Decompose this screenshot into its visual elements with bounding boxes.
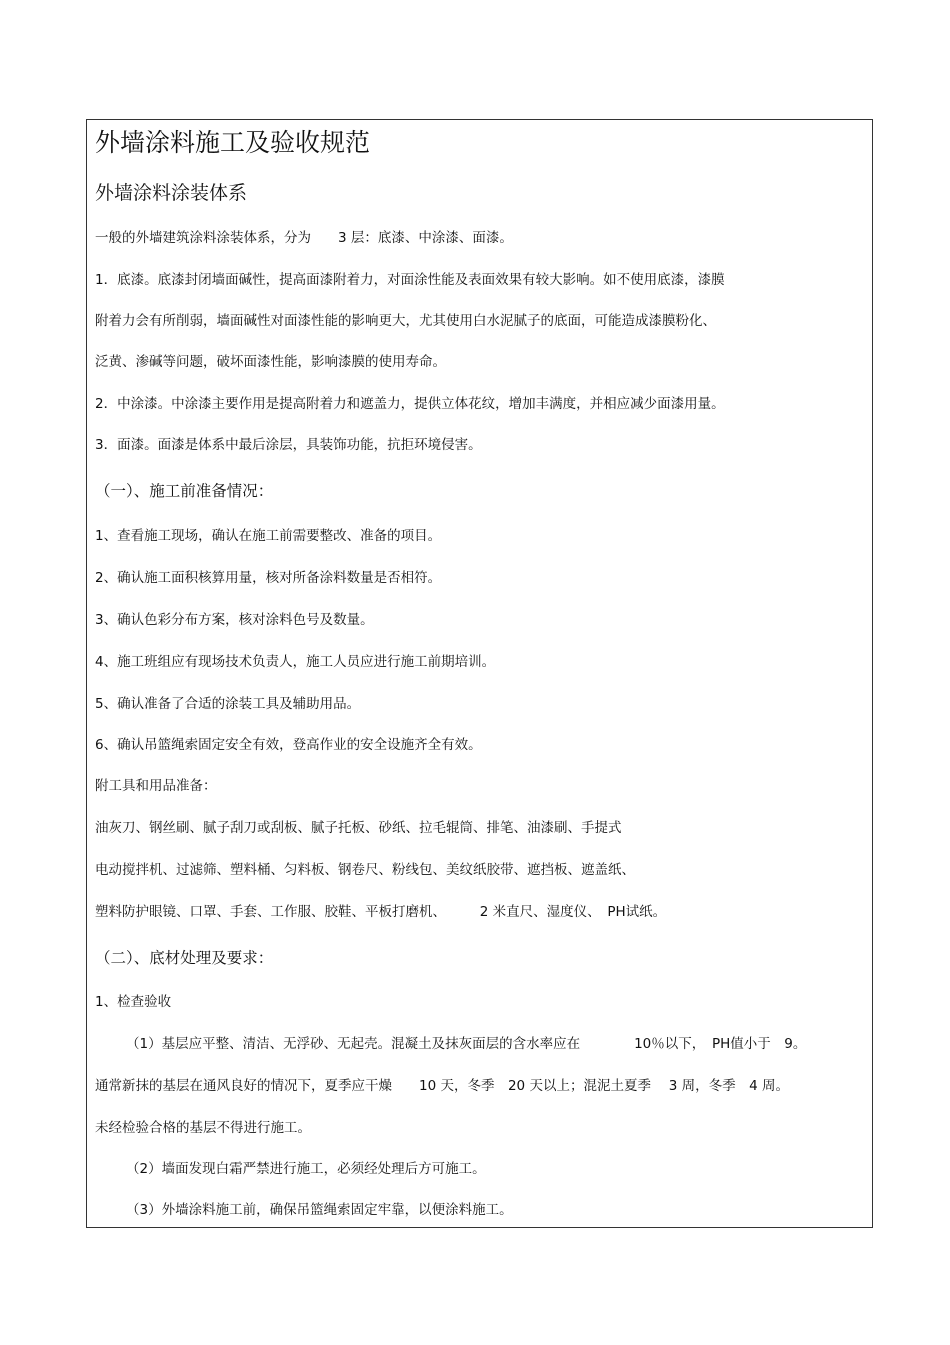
prep-item: 5、确认准备了合适的涂装工具及辅助用品。 <box>95 696 361 712</box>
prep-item: 3、确认色彩分布方案，核对涂料色号及数量。 <box>95 612 374 628</box>
document-title: 外墙涂料施工及验收规范 <box>95 128 371 157</box>
prep-item: 4、施工班组应有现场技术负责人，施工人员应进行施工前期培训。 <box>95 654 496 670</box>
check1-line1: （1）基层应平整、清洁、无浮砂、无起壳。混凝土及抹灰面层的含水率应在 10％以下， PH值小于 9。 <box>126 1036 807 1052</box>
layer3-paragraph: 3．面漆。面漆是体系中最后涂层，具装饰功能，抗拒环境侵害。 <box>95 437 482 453</box>
tools-line1: 油灰刀、钢丝刷、腻子刮刀或刮板、腻子托板、砂纸、拉毛辊筒、排笔、油漆刷、手提式 <box>95 820 622 836</box>
section2-heading: （二）、底材处理及要求： <box>95 949 274 967</box>
check1-line3: 未经检验合格的基层不得进行施工。 <box>95 1120 311 1136</box>
layer2-paragraph: 2．中涂漆。中涂漆主要作用是提高附着力和遮盖力，提供立体花纹，增加丰满度，并相应减少面漆用量。 <box>95 396 725 412</box>
tools-line2: 电动搅拌机、过滤筛、塑料桶、匀料板、钢卷尺、粉线包、美纹纸胶带、遮挡板、遮盖纸、 <box>95 862 635 878</box>
intro-paragraph: 一般的外墙建筑涂料涂装体系，分为 3 层：底漆、中涂漆、面漆。 <box>95 230 513 246</box>
layer1-line1: 1．底漆。底漆封闭墙面碱性，提高面漆附着力，对面涂性能及表面效果有较大影响。如不使用底漆，漆膜 <box>95 272 725 288</box>
check3-paragraph: （3）外墙涂料施工前，确保吊篮绳索固定牢靠，以便涂料施工。 <box>126 1202 513 1218</box>
check1-line2: 通常新抹的基层在通风良好的情况下，夏季应干燥 10 天，冬季 20 天以上；混泥土夏季 3 周，冬季 4 周。 <box>95 1078 789 1094</box>
prep-item: 6、确认吊篮绳索固定安全有效，登高作业的安全设施齐全有效。 <box>95 737 482 753</box>
section1-heading: （一）、施工前准备情况： <box>95 482 274 500</box>
prep-item: 2、确认施工面积核算用量，核对所备涂料数量是否相符。 <box>95 570 442 586</box>
check-heading: 1、检查验收 <box>95 994 172 1010</box>
tools-label: 附工具和用品准备： <box>95 778 217 794</box>
prep-item: 1、查看施工现场，确认在施工前需要整改、准备的项目。 <box>95 528 442 544</box>
layer1-line2: 附着力会有所削弱，墙面碱性对面漆性能的影响更大，尤其使用白水泥腻子的底面，可能造成漆膜粉化、 <box>95 313 716 329</box>
tools-line3: 塑料防护眼镜、口罩、手套、工作服、胶鞋、平板打磨机、 2 米直尺、湿度仪、 PH试纸。 <box>95 904 667 920</box>
section-subtitle: 外墙涂料涂装体系 <box>95 182 248 204</box>
layer1-line3: 泛黄、渗碱等问题，破坏面漆性能，影响漆膜的使用寿命。 <box>95 354 446 370</box>
check2-paragraph: （2）墙面发现白霜严禁进行施工，必须经处理后方可施工。 <box>126 1161 486 1177</box>
